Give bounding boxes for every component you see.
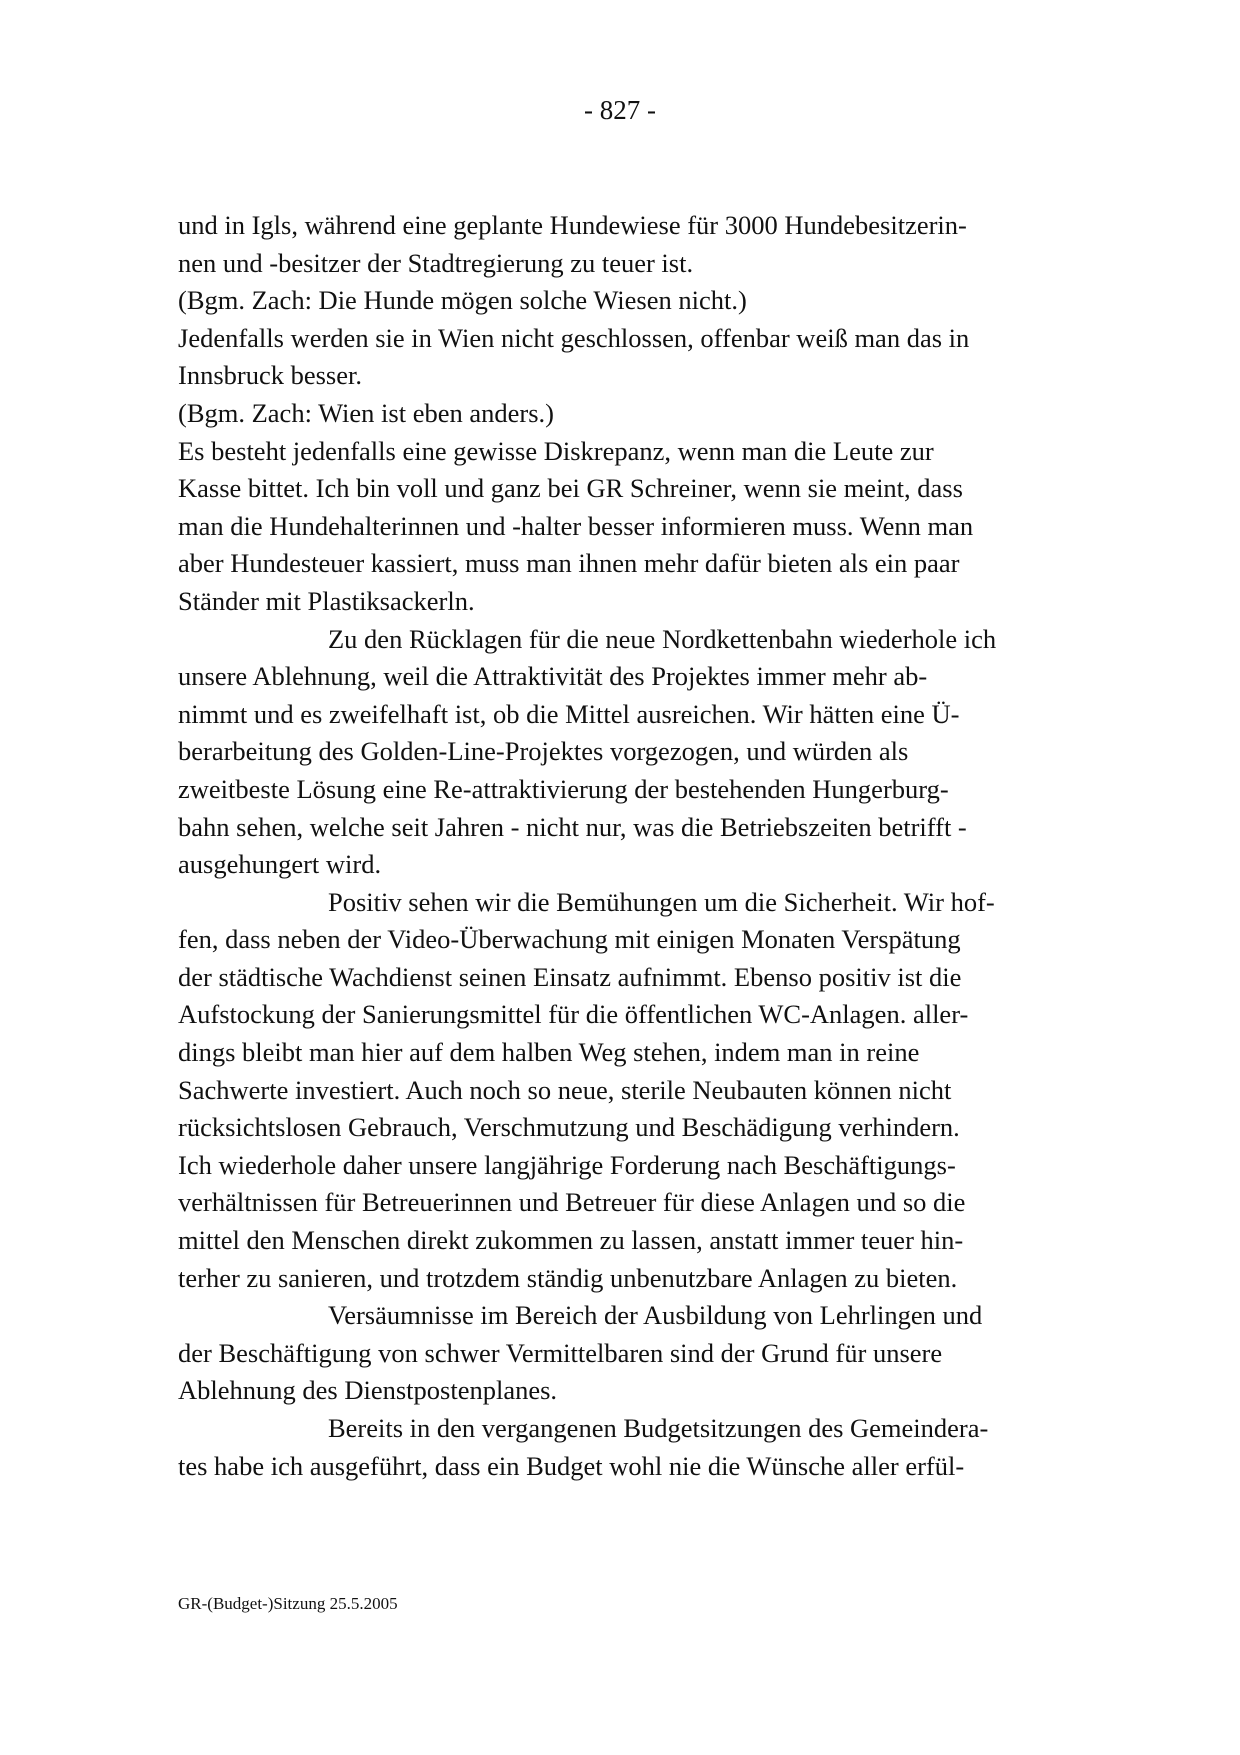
- text-line: rücksichtslosen Gebrauch, Verschmutzung und Beschädigung verhindern.: [178, 1112, 960, 1143]
- text-line: Ablehnung des Dienstpostenplanes.: [178, 1375, 558, 1406]
- text-line: Kasse bittet. Ich bin voll und ganz bei GR Schreiner, wenn sie meint, dass: [178, 473, 963, 504]
- text-line: der Beschäftigung von schwer Vermittelbaren sind der Grund für unsere: [178, 1337, 943, 1368]
- paragraph-first-line: Bereits in den vergangenen Budgetsitzungen des Gemeindera-: [328, 1413, 989, 1443]
- text-line: fen, dass neben der Video-Überwachung mit einigen Monaten Verspätung: [178, 924, 961, 955]
- text-line: Aufstockung der Sanierungsmittel für die öffentlichen WC-Anlagen. aller-: [178, 999, 969, 1030]
- text-line: Ständer mit Plastiksackerln.: [178, 585, 475, 616]
- text-line: aber Hundesteuer kassiert, muss man ihnen mehr dafür bieten als ein paar: [178, 548, 960, 579]
- text-line: bahn sehen, welche seit Jahren - nicht nur, was die Betriebszeiten betrifft -: [178, 811, 967, 842]
- body-text: [178, 207, 1078, 1485]
- text-line: nen und -besitzer der Stadtregierung zu teuer ist.: [178, 247, 694, 278]
- text-line: verhältnissen für Betreuerinnen und Betreuer für diese Anlagen und so die: [178, 1187, 966, 1218]
- text-line: Ich wiederhole daher unsere langjährige Forderung nach Beschäftigungs-: [178, 1149, 956, 1180]
- text-line: unsere Ablehnung, weil die Attraktivität des Projektes immer mehr ab-: [178, 661, 928, 692]
- text-line: und in Igls, während eine geplante Hundewiese für 3000 Hundebesitzerin-: [178, 210, 967, 240]
- text-line: (Bgm. Zach: Die Hunde mögen solche Wiesen nicht.): [178, 285, 747, 316]
- text-line: zweitbeste Lösung eine Re-attraktivierung der bestehenden Hungerburg-: [178, 773, 949, 804]
- paragraph-first-line: Zu den Rücklagen für die neue Nordkettenbahn wiederhole ich: [328, 623, 997, 654]
- footer-session-label: GR-(Budget-)Sitzung 25.5.2005: [178, 1594, 398, 1613]
- page-number: - 827 -: [584, 95, 656, 125]
- text-line: terher zu sanieren, und trotzdem ständig unbenutzbare Anlagen zu bieten.: [178, 1262, 958, 1293]
- text-line: man die Hundehalterinnen und -halter besser informieren muss. Wenn man: [178, 510, 974, 541]
- text-line: Sachwerte investiert. Auch noch so neue, sterile Neubauten können nicht: [178, 1074, 952, 1105]
- text-line: (Bgm. Zach: Wien ist eben anders.): [178, 397, 554, 428]
- text-line: der städtische Wachdienst seinen Einsatz aufnimmt. Ebenso positiv ist die: [178, 961, 962, 992]
- text-line: tes habe ich ausgeführt, dass ein Budget wohl nie die Wünsche aller erfül-: [178, 1450, 965, 1481]
- text-line: nimmt und es zweifelhaft ist, ob die Mittel ausreichen. Wir hätten eine Ü-: [178, 698, 960, 729]
- text-line: Jedenfalls werden sie in Wien nicht geschlossen, offenbar weiß man das in: [178, 322, 970, 353]
- paragraph-first-line: Positiv sehen wir die Bemühungen um die Sicherheit. Wir hof-: [328, 886, 995, 917]
- text-line: ausgehungert wird.: [178, 849, 382, 880]
- text-line: dings bleibt man hier auf dem halben Weg stehen, indem man in reine: [178, 1037, 920, 1068]
- text-line: Innsbruck besser.: [178, 360, 362, 391]
- paragraph-first-line: Versäumnisse im Bereich der Ausbildung von Lehrlingen und: [328, 1300, 983, 1331]
- text-line: Es besteht jedenfalls eine gewisse Diskrepanz, wenn man die Leute zur: [178, 435, 934, 466]
- text-line: mittel den Menschen direkt zukommen zu lassen, anstatt immer teuer hin-: [178, 1225, 964, 1256]
- text-line: berarbeitung des Golden-Line-Projektes vorgezogen, und würden als: [178, 736, 909, 767]
